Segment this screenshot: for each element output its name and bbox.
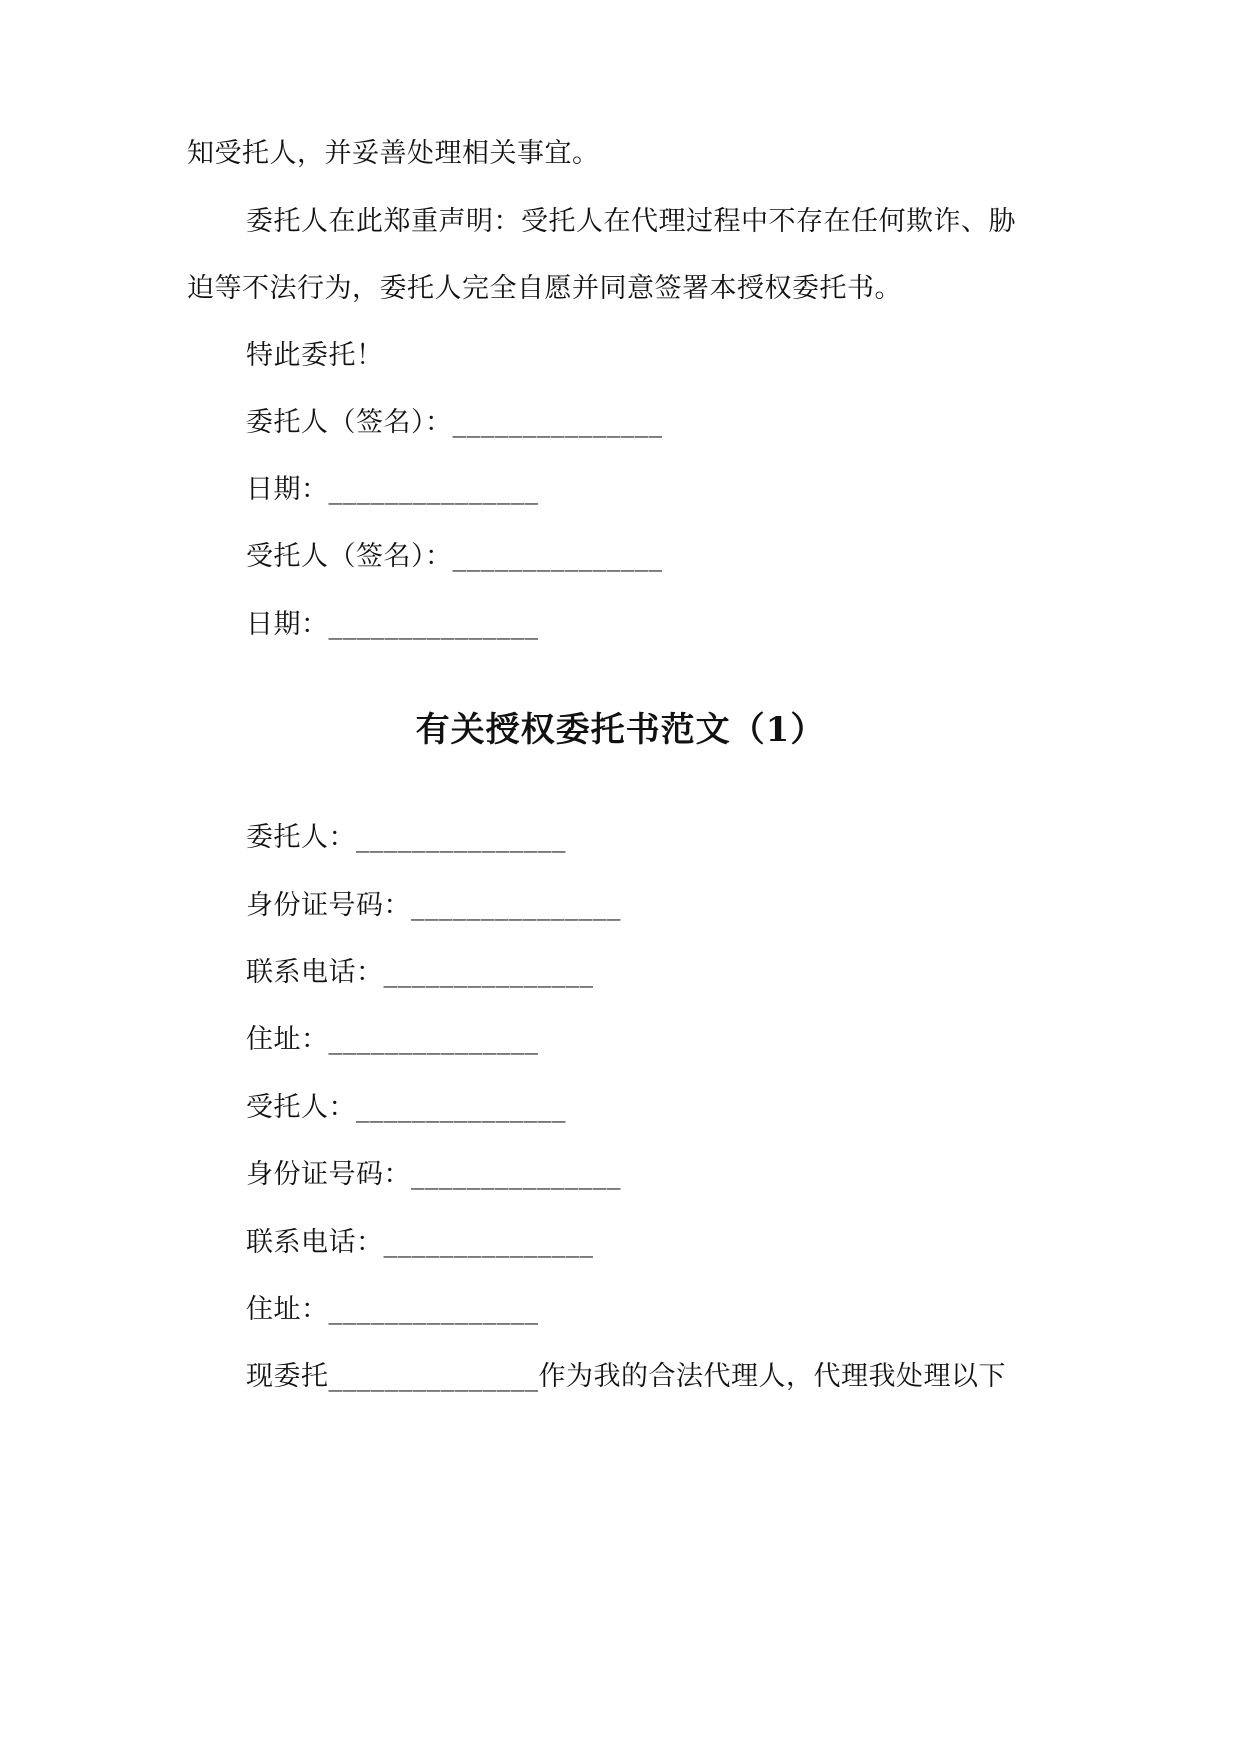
- paragraph-continuation: 知受托人，并妥善处理相关事宜。: [187, 138, 600, 169]
- section-title: 有关授权委托书范文（1）: [415, 710, 826, 750]
- declaration-line-1: 委托人在此郑重声明：受托人在代理过程中不存在任何欺诈、胁: [246, 206, 1016, 237]
- agent-address-line: 住址：_______________: [246, 1294, 539, 1325]
- declaration-line-2: 迫等不法行为，委托人完全自愿并同意签署本授权委托书。: [187, 273, 902, 304]
- principal-address-line: 住址：_______________: [246, 1024, 539, 1055]
- principal-phone-line: 联系电话：_______________: [246, 957, 594, 988]
- agent-date-line: 日期：_______________: [246, 609, 539, 640]
- agent-id-line: 身份证号码：_______________: [246, 1159, 621, 1190]
- principal-name-line: 委托人：_______________: [246, 822, 566, 853]
- agent-phone-line: 联系电话：_______________: [246, 1227, 594, 1258]
- closing-text: 特此委托！: [246, 340, 384, 371]
- principal-signature-line: 委托人（签名）：_______________: [246, 407, 663, 438]
- agent-signature-line: 受托人（签名）：_______________: [246, 541, 663, 572]
- principal-id-line: 身份证号码：_______________: [246, 890, 621, 921]
- agent-name-line: 受托人：_______________: [246, 1092, 566, 1123]
- entrust-statement-line: 现委托_______________作为我的合法代理人，代理我处理以下: [246, 1361, 1006, 1392]
- principal-date-line: 日期：_______________: [246, 474, 539, 505]
